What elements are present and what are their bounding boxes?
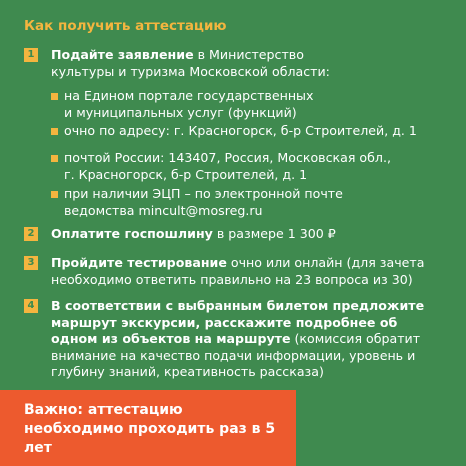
step-heading: Подайте заявление <box>51 47 194 62</box>
sub-item-email: при наличии ЭЦП – по электронной почте ведомства mincult@mosreg.ru <box>51 186 451 219</box>
sub-item-post: почтой России: 143407, Россия, Московская обл., г. Красногорск, б-р Строителей, д. 1 <box>51 150 451 183</box>
step-number: 3 <box>24 256 38 270</box>
bullet-square-icon <box>51 191 58 198</box>
step-1 <box>24 47 444 80</box>
step-4 <box>24 298 444 381</box>
step-description: в размере 1 300 ₽ <box>212 226 336 241</box>
step-number: 1 <box>24 48 38 62</box>
sub-item-portal: на Едином портале государственных и муниципальных услуг (функций) <box>51 88 451 121</box>
step-number: 4 <box>24 299 38 313</box>
sub-item-address: очно по адресу: г. Красногорск, б-р Строителей, д. 1 <box>51 123 451 140</box>
step-number: 2 <box>24 227 38 241</box>
bullet-square-icon <box>51 128 58 135</box>
page-title: Как получить аттестацию <box>24 18 227 34</box>
step-heading: Оплатите госпошлину <box>51 226 213 241</box>
step-description: в Министерство культуры и туризма Московской области: <box>51 47 330 79</box>
step-description: очно или онлайн (для зачета необходимо ответить правильно на 23 вопроса из 30) <box>51 255 425 287</box>
important-banner <box>0 390 296 466</box>
bullet-square-icon <box>51 155 58 162</box>
step-3 <box>24 255 444 288</box>
bullet-square-icon <box>51 93 58 100</box>
step-description: (комиссия обратит внимание на качество подачи информации, уровень и глубину знаний, креативность рассказа) <box>51 331 421 379</box>
step-heading: В соответствии с выбранным билетом предложите маршрут экскурсии, расскажите подробнее об одном из объектов на маршруте <box>51 298 425 346</box>
step-heading: Пройдите тестирование <box>51 255 227 270</box>
important-note: Важно: аттестацию необходимо проходить раз в 5 лет <box>24 402 276 456</box>
step-2 <box>24 226 444 243</box>
